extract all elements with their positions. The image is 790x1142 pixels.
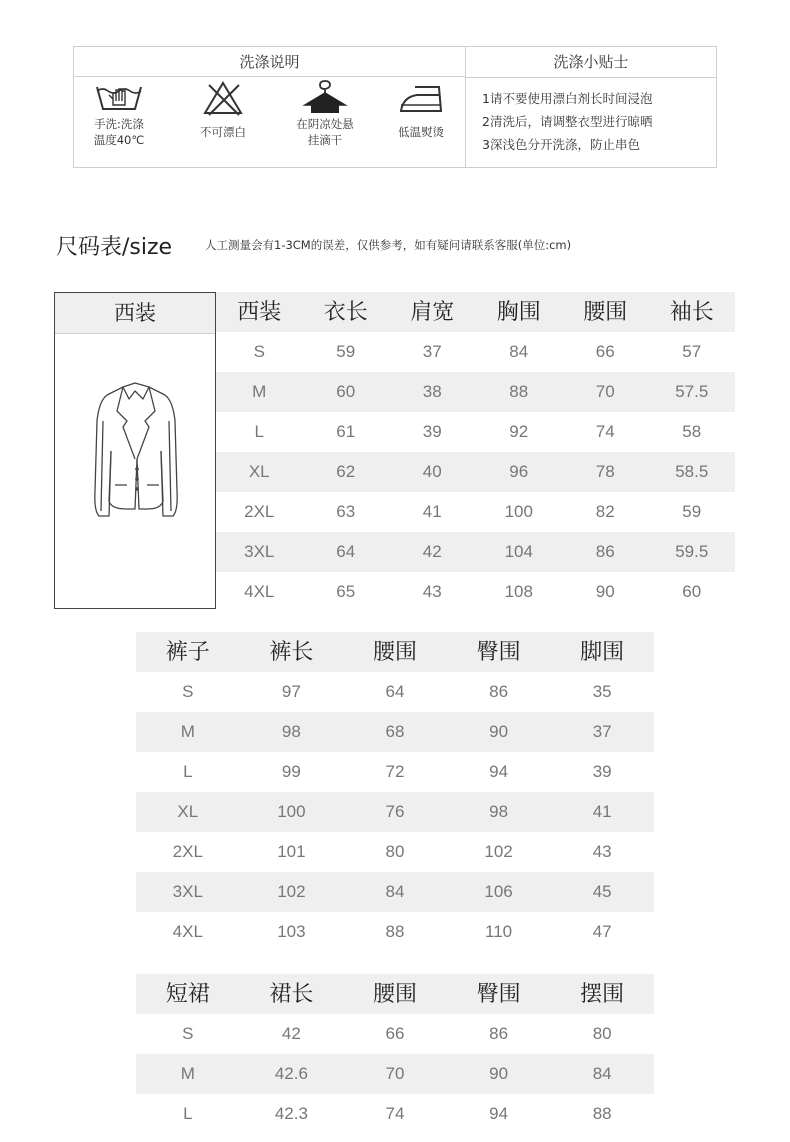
tip-item: 3深浅色分开洗涤，防止串色: [482, 137, 640, 152]
size-value: 42: [422, 542, 442, 561]
table-row: [136, 872, 654, 912]
size-value: 66: [385, 1024, 405, 1043]
size-value: 64: [385, 682, 405, 701]
size-value: 97: [281, 682, 301, 701]
size-value: 88: [385, 922, 405, 941]
size-value: 57.5: [675, 382, 709, 401]
size-value: 88: [592, 1104, 612, 1123]
table-row: [216, 452, 735, 492]
size-label: 2XL: [244, 502, 275, 521]
size-value: 43: [592, 842, 612, 861]
size-value: 59.5: [675, 542, 709, 561]
size-value: 98: [489, 802, 509, 821]
tip-item: 1请不要使用漂白剂长时间浸泡: [482, 91, 653, 106]
size-value: 88: [509, 382, 529, 401]
size-value: 42.6: [274, 1064, 308, 1083]
size-value: 70: [385, 1064, 405, 1083]
column-header: 肩宽: [410, 299, 455, 324]
column-header: 裤子: [165, 639, 210, 664]
size-value: 63: [336, 502, 356, 521]
size-value: 104: [504, 542, 533, 561]
size-value: 65: [336, 582, 356, 601]
iron-low-icon: [395, 79, 447, 119]
hand-wash-icon: [93, 79, 145, 115]
pants-size-table: [136, 632, 654, 952]
size-value: 108: [504, 582, 533, 601]
size-value: 39: [422, 422, 442, 441]
size-value: 68: [385, 722, 405, 741]
blazer-icon: [77, 381, 195, 531]
size-label: 2XL: [172, 842, 203, 861]
table-row: [136, 912, 654, 952]
size-value: 72: [385, 762, 405, 781]
size-value: 92: [509, 422, 529, 441]
size-value: 42.3: [274, 1104, 308, 1123]
size-label: 3XL: [244, 542, 275, 561]
column-header: 西装: [237, 299, 282, 324]
size-value: 100: [277, 802, 306, 821]
size-label: 4XL: [172, 922, 203, 941]
table-row: [136, 1094, 654, 1134]
size-value: 84: [509, 342, 529, 361]
table-row: [216, 372, 735, 412]
size-value: 102: [484, 842, 513, 861]
size-value: 84: [592, 1064, 612, 1083]
size-value: 60: [336, 382, 356, 401]
size-value: 103: [277, 922, 306, 941]
size-value: 96: [509, 462, 529, 481]
size-label: L: [183, 1104, 193, 1123]
size-value: 41: [592, 802, 612, 821]
suit-size-table: [216, 292, 735, 612]
table-row: [216, 532, 735, 572]
size-value: 86: [489, 1024, 509, 1043]
size-value: 110: [485, 922, 513, 941]
size-value: 78: [595, 462, 615, 481]
tip-item: 2清洗后，请调整衣型进行晾晒: [482, 114, 653, 129]
care-item-hand-wash: [74, 79, 164, 147]
table-row: [216, 492, 735, 532]
suit-box-label: 西装: [55, 293, 215, 334]
size-label: M: [180, 722, 195, 741]
size-value: 39: [592, 762, 612, 781]
care-item-hang-dry: [280, 79, 370, 147]
table-row: [216, 412, 735, 452]
size-value: 84: [385, 882, 405, 901]
size-value: 106: [484, 882, 513, 901]
column-header: 裙长: [269, 981, 314, 1006]
size-value: 99: [281, 762, 301, 781]
column-header: 衣长: [323, 299, 368, 324]
size-label: M: [252, 382, 267, 401]
column-header: 短裙: [165, 981, 210, 1006]
table-row: [216, 332, 735, 372]
size-label: S: [253, 342, 265, 361]
size-value: 61: [336, 422, 356, 441]
size-value: 86: [489, 682, 509, 701]
size-value: 60: [682, 582, 702, 601]
column-header: 腰围: [583, 299, 628, 324]
size-value: 37: [592, 722, 612, 741]
care-header: 洗涤说明: [74, 47, 466, 77]
size-value: 74: [595, 422, 615, 441]
size-value: 90: [489, 722, 509, 741]
no-bleach-icon: [197, 79, 249, 119]
size-chart-note: 人工测量会有1-3CM的误差，仅供参考，如有疑问请联系客服(单位:cm): [205, 238, 572, 252]
care-label: 温度40℃: [93, 133, 145, 147]
size-value: 41: [422, 502, 442, 521]
size-value: 64: [336, 542, 356, 561]
table-header-row: [136, 632, 654, 672]
column-header: 裤长: [269, 639, 314, 664]
size-label: 4XL: [244, 582, 275, 601]
size-value: 59: [682, 502, 702, 521]
size-value: 94: [489, 1104, 509, 1123]
size-value: 62: [336, 462, 356, 481]
size-value: 37: [422, 342, 442, 361]
skirt-size-table: [136, 974, 654, 1134]
size-value: 100: [504, 502, 533, 521]
table-row: [136, 792, 654, 832]
care-item-iron: [376, 79, 466, 139]
size-label: 3XL: [172, 882, 203, 901]
column-header: 臀围: [476, 981, 521, 1006]
size-value: 90: [489, 1064, 509, 1083]
column-header: 袖长: [669, 299, 714, 324]
table-row: [136, 832, 654, 872]
size-label: XL: [248, 462, 270, 481]
care-label: 低温熨烫: [398, 125, 444, 139]
column-header: 臀围: [476, 639, 521, 664]
tips-list: [482, 87, 712, 156]
size-value: 58.5: [675, 462, 709, 481]
size-value: 74: [385, 1104, 405, 1123]
care-item-no-bleach: [178, 79, 268, 139]
care-table: [73, 46, 717, 168]
size-label: S: [182, 682, 194, 701]
size-value: 40: [422, 462, 442, 481]
size-value: 57: [682, 342, 702, 361]
care-label: 手洗:洗涤: [94, 117, 144, 131]
size-value: 59: [336, 342, 356, 361]
table-row: [136, 1014, 654, 1054]
size-value: 94: [489, 762, 509, 781]
size-label: S: [182, 1024, 194, 1043]
column-header: 摆围: [580, 981, 625, 1006]
column-header: 腰围: [372, 639, 417, 664]
hang-dry-shade-icon: [299, 79, 351, 115]
size-value: 80: [385, 842, 405, 861]
table-header-row: [136, 974, 654, 1014]
size-label: M: [180, 1064, 195, 1083]
table-row: [136, 752, 654, 792]
size-value: 80: [592, 1024, 612, 1043]
care-label: 挂滴干: [307, 133, 343, 147]
size-chart-title: 尺码表/size: [56, 235, 173, 260]
table-row: [136, 672, 654, 712]
care-label: 不可漂白: [200, 125, 246, 139]
size-value: 70: [595, 382, 615, 401]
size-value: 42: [281, 1024, 301, 1043]
suit-illustration-box: [54, 292, 216, 609]
column-header: 胸围: [496, 299, 541, 324]
size-value: 98: [281, 722, 301, 741]
size-value: 58: [682, 422, 702, 441]
size-value: 35: [592, 682, 612, 701]
column-header: 脚围: [580, 639, 625, 664]
table-row: [136, 1054, 654, 1094]
table-row: [216, 572, 735, 612]
care-label: 在阴凉处悬: [296, 117, 354, 131]
size-value: 82: [595, 502, 615, 521]
size-value: 38: [422, 382, 442, 401]
size-label: L: [183, 762, 193, 781]
size-label: XL: [177, 802, 199, 821]
size-value: 102: [277, 882, 306, 901]
size-value: 47: [592, 922, 612, 941]
table-row: [136, 712, 654, 752]
size-value: 101: [277, 842, 306, 861]
size-value: 86: [595, 542, 615, 561]
column-header: 腰围: [372, 981, 417, 1006]
size-value: 90: [595, 582, 615, 601]
size-value: 66: [595, 342, 615, 361]
size-value: 76: [385, 802, 405, 821]
size-value: 43: [422, 582, 442, 601]
table-header-row: [216, 292, 735, 332]
size-label: L: [254, 422, 264, 441]
tips-header: 洗涤小贴士: [466, 47, 716, 78]
size-value: 45: [592, 882, 612, 901]
